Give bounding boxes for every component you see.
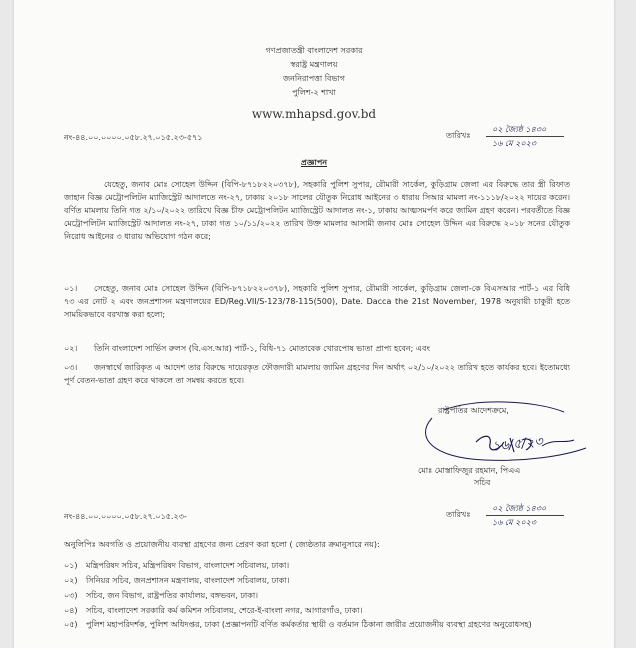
government-name: গণপ্রজাতন্ত্রী বাংলাদেশ সরকার: [265, 46, 363, 55]
body-paragraph: যেহেতু, জনাব মোঃ সোহেল উদ্দিন (বিপি-৮৭১৮২২০৩৭৮), সহকারি পুলিশ সুপার, রৌমারী সার্কেল, কুড়িগ্রাম জেলা এর বিরুদ্ধে তার স্ত্রী রিফাত জাহান বিজ্ঞ মেট্রোপলিটন ম্যাজিস্ট্রেট আদালতে নং-২৭, ঢাকায় ২০১৮ সালের যৌতুক নিরোধ আইনের ৩ ধারায় সিআর মামলা নং-১১১৮/২০২২ দায়ের করেন। বর্ণিত মামলায় তিনি গত ২/১০/২০২২ তারিখে বিজ্ঞ চীফ মেট্রোপলিটন ম্যাজিস্ট্রেট আদালত নং-১, ঢাকায় আত্মসমর্পণ করে জামিন গ্রহণ করেন। পরবর্তীতে বিজ্ঞ মেট্রোপলিটন ম্যাজিস্ট্রেট আদালত নং-২৭, ঢাকা গত ১০/১১/২০২২ তারিখ উক্ত মামলার আসামী জনাব মোঃ সোহেল উদ্দিন এর বিরুদ্ধে ২০১৮ সনের যৌতুক নিরোধ আইনের ৩ ধারায় অভিযোগ গঠন করে;: [64, 180, 570, 241]
list-item: ০১) মন্ত্রিপরিষদ সচিব, মন্ত্রিপরিষদ বিভাগ, বাংলাদেশ সচিবালয়, ঢাকা।: [64, 561, 290, 570]
signatory-designation: সচিব: [474, 478, 491, 487]
recipient-list: [64, 558, 570, 631]
list-item: ০৩) সচিব, জন বিভাগ, রাষ্ট্রপতির কার্যালয়, বঙ্গভবন, ঢাকা।: [64, 591, 258, 600]
copy-memo-date: [446, 503, 576, 531]
date-label: তারিখঃ: [446, 510, 471, 519]
order-item-1: [64, 282, 570, 321]
website-link[interactable]: www.mhapsd.gov.bd: [251, 107, 377, 121]
division-name: জননিরাপত্তা বিভাগ: [283, 74, 345, 83]
date-divider: [486, 515, 564, 516]
item-number: ০৩।: [64, 363, 78, 372]
copy-intro: অনুলিপিঃ অবগতি ও প্রয়োজনীয় ব্যবস্থা গ্রহণের জন্য প্রেরণ করা হলো ( জ্যেষ্ঠতার ক্রমানুসারে নয়):: [64, 540, 380, 549]
item-text: জনস্বার্থে জারিকৃত এ আদেশ তার বিরুদ্ধে দায়েরকৃত ফৌজদারী মামলায় জামিন গ্রহণের দিন অর্থাৎ ০২/১০/২০২২ তারিখ হতে কার্যকর হবে। ইতোমধ্যে পূর্ণ বেতন-ভাতা গ্রহণ করে থাকলে তা সমন্বয় করতে হবে।: [64, 363, 570, 385]
copy-memo-number: নং-৪৪.০০.০০০০.০৫৮.২৭.০১৫.২৩-: [64, 512, 187, 521]
date-bangla: ০২ জ্যৈষ্ঠ ১৪৩০: [492, 125, 547, 134]
list-item: ০৫) পুলিশ মহাপরিদর্শক, পুলিশ অধিদপ্তর, ঢাকা (প্রজ্ঞাপনটি বর্ণিত কর্মকর্তার স্থায়ী ও বর্তমান ঠিকানা জারীর প্রয়োজনীয় ব্যবস্থা গ্রহণের অনুরোধসহ): [64, 620, 532, 629]
item-number: ০২।: [64, 344, 78, 353]
item-number: ০১।: [64, 284, 78, 293]
signed-date: ১৬/৫/২৩: [491, 434, 544, 455]
memo-number: নং-৪৪.০০.০০০০.০৫৮.২৭.০১৫.২৩-৫৭১: [64, 133, 203, 142]
signatory-name: মোঃ মোস্তাফিজুর রহমান, পিএএ: [418, 466, 521, 475]
branch-name: পুলিশ-২ শাখা: [292, 88, 336, 97]
order-line: রাষ্ট্রপতির আদেশক্রমে,: [438, 406, 509, 415]
list-item: ০৪) সচিব, বাংলাদেশ সরকারি কর্ম কমিশন সচিবালয়, শেরে-ই-বাংলা নগর, আগারগাঁও, ঢাকা।: [64, 606, 363, 615]
date-bangla: ০২ জ্যৈষ্ঠ ১৪৩০: [492, 504, 547, 513]
date-label: তারিখঃ: [446, 131, 471, 140]
signature-block: [414, 398, 594, 490]
order-item-3: [64, 361, 570, 387]
date-english: ১৬ মে ২০২৩: [492, 518, 536, 527]
date-english: ১৬ মে ২০২৩: [492, 139, 536, 148]
memo-date: [446, 124, 576, 152]
item-text: তিনি বাংলাদেশ সার্ভিস রুলস (বি.এস.আর) পার্ট-১, বিধি-৭১ মোতাবেক খোরপোষ ভাতা প্রাপ্য হবেন; এবং: [94, 344, 430, 353]
document-page: [14, 0, 614, 648]
item-text: সেহেতু, জনাব মোঃ সোহেল উদ্দিন (বিপি-৮৭১৮২২০৩৭৮), সহকারি পুলিশ সুপার, রৌমারী সার্কেল, কুড়িগ্রাম জেলা-কে বিএসআর পার্ট-১ এর বিধি ৭৩ এর নোট ২ এবং জনপ্রশাসন মন্ত্রণালয়ের ED/Reg.VII/S-123/78-115(500), Date. Dacca the 21st November, 1978 অনুযায়ী চাকুরী হতে সাময়িকভাবে বরখাস্ত করা হলো;: [64, 284, 570, 319]
list-item: ০২) সিনিয়র সচিব, জনপ্রশাসন মন্ত্রণালয়, বাংলাদেশ সচিবালয়, ঢাকা।: [64, 576, 290, 585]
date-divider: [486, 136, 564, 137]
order-item-2: [64, 342, 570, 355]
ministry-name: স্বরাষ্ট্র মন্ত্রণালয়: [290, 60, 338, 69]
notification-title: প্রজ্ঞাপন: [300, 158, 328, 167]
